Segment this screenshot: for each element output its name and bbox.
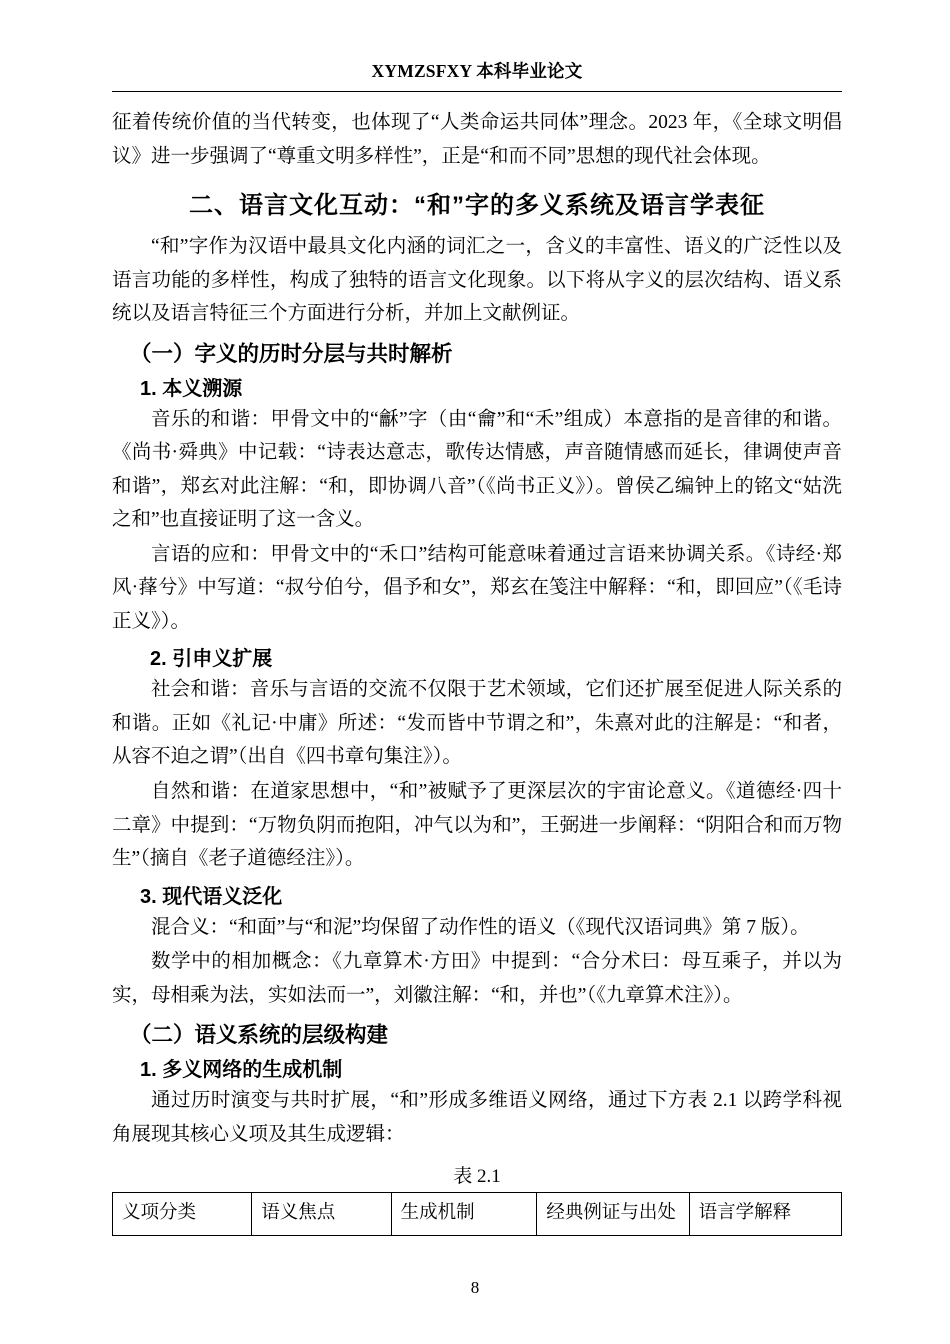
table-caption: 表 2.1 bbox=[453, 1166, 501, 1188]
section-heading-2: 二、语言文化互动：“和”字的多义系统及语言学表征 bbox=[189, 192, 765, 220]
table-header-cell-0: 义项分类 bbox=[113, 1193, 252, 1236]
table-header-cell-1: 语义焦点 bbox=[252, 1193, 391, 1236]
table-header-cell-3: 经典例证与出处 bbox=[537, 1193, 689, 1236]
paragraph-natural-harmony: 自然和谐：在道家思想中，“和”被赋予了更深层次的宇宙论意义。《道德经·四十二章》中提到：“万物负阴而抱阳，冲气以为和”，王弼进一步阐释：“阴阳合和而万物生”（摘自《老子道德经注》）。 bbox=[112, 780, 842, 870]
paragraph-intro: “和”字作为汉语中最具文化内涵的词汇之一，含义的丰富性、语义的广泛性以及语言功能的多样性，构成了独特的语言文化现象。以下将从字义的层次结构、语义系统以及语言特征三个方面进行分析，并加上文献例证。 bbox=[112, 236, 842, 325]
paragraph-math-meaning: 数学中的相加概念：《九章算术·方田》中提到：“合分术曰：母互乘子，并以为实，母相乘为法，实如法而一”，刘徽注解：“和，并也”（《九章算术注》）。 bbox=[112, 951, 842, 1006]
semantic-network-table bbox=[112, 1192, 842, 1236]
subsection-heading-2: （二）语义系统的层级构建 bbox=[130, 1023, 389, 1048]
subsubsection-heading-1-1: 1. 本义溯源 bbox=[140, 377, 243, 400]
subsection-heading-1: （一）字义的历时分层与共时解析 bbox=[130, 341, 453, 366]
paragraph-music-harmony: 音乐的和谐：甲骨文中的“龢”字（由“龠”和“禾”组成）本意指的是音律的和谐。《尚书·舜典》中记载：“诗表达意志，歌传达情感，声音随情感而延长，律调使声音和谐”，郑玄对此注解：“和，即协调八音”（《尚书正义》）。曾侯乙编钟上的铭文“姑洗之和”也直接证明了这一含义。 bbox=[112, 408, 842, 531]
paragraph-speech-response: 言语的应和：甲骨文中的“禾口”结构可能意味着通过言语来协调关系。《诗经·郑风·萚兮》中写道：“叔兮伯兮，倡予和女”，郑玄在笺注中解释：“和，即回应”（《毛诗正义》）。 bbox=[112, 543, 842, 632]
header-divider bbox=[112, 91, 842, 92]
paragraph-continuation: 征着传统价值的当代转变，也体现了“人类命运共同体”理念。2023 年，《全球文明倡议》进一步强调了“尊重文明多样性”，正是“和而不同”思想的现代社会体现。 bbox=[112, 112, 842, 167]
table-header-cell-2: 生成机制 bbox=[391, 1193, 537, 1236]
subsubsection-heading-1-3: 3. 现代语义泛化 bbox=[140, 885, 283, 908]
paragraph-semantic-network: 通过历时演变与共时扩展，“和”形成多维语义网络，通过下方表 2.1 以跨学科视角展现其核心义项及其生成逻辑： bbox=[112, 1090, 842, 1145]
page-number: 8 bbox=[470, 1278, 480, 1297]
subsubsection-heading-1-2: 2. 引申义扩展 bbox=[150, 648, 273, 671]
paragraph-social-harmony: 社会和谐：音乐与言语的交流不仅限于艺术领域，它们还扩展至促进人际关系的和谐。正如《礼记·中庸》所述：“发而皆中节谓之和”，朱熹对此的注解是：“和者，从容不迫之谓”（出自《四书章句集注》）。 bbox=[112, 679, 842, 768]
paragraph-mixed-meaning: 混合义：“和面”与“和泥”均保留了动作性的语义（《现代汉语词典》第 7 版）。 bbox=[151, 916, 810, 938]
running-header: XYMZSFXY 本科毕业论文 bbox=[371, 61, 583, 81]
table-header-cell-4: 语言学解释 bbox=[689, 1193, 841, 1236]
table-header-row bbox=[113, 1193, 842, 1236]
subsubsection-heading-2-1: 1. 多义网络的生成机制 bbox=[140, 1059, 343, 1082]
